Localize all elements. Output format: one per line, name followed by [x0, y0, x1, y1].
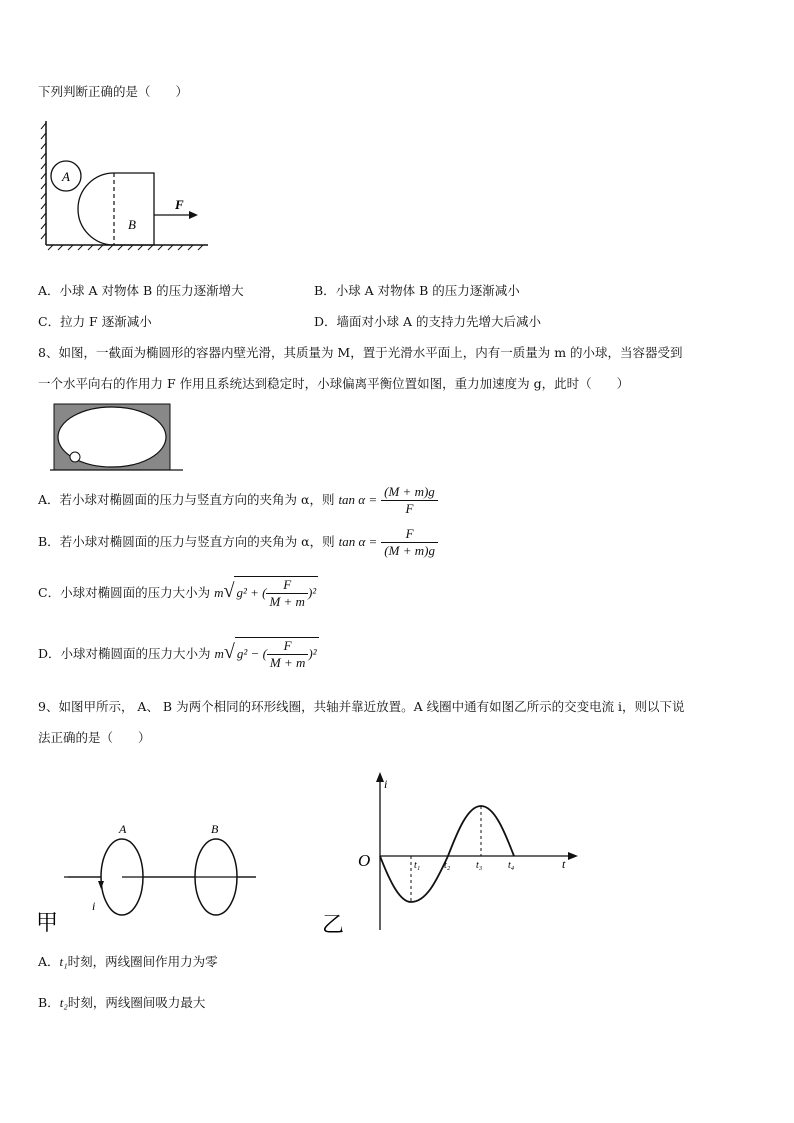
q8-option-d: D．小球对椭圆面的压力大小为 m√ g² − ( $\frac{F}{M + m}$ )² — [38, 638, 317, 670]
q8-option-a: A．若小球对椭圆面的压力与竖直方向的夹角为 α，则 tan α = $\frac{(M + m)g}{F}$ — [38, 484, 438, 517]
x-axis-label: t — [562, 857, 566, 871]
tick-t4: t₄ — [508, 860, 515, 871]
sqrt-sign: √ — [223, 580, 235, 602]
q7-figure — [38, 115, 218, 255]
caption-jia: 甲 — [36, 911, 59, 936]
current-curve — [380, 806, 514, 902]
small-ball — [70, 452, 80, 462]
q8-stem-line1: 8、如图，一截面为椭圆形的容器内壁光滑，其质量为 M，置于光滑水平面上，内有一质量为 m 的小球，当容器受到 — [38, 345, 683, 360]
tick-t1: t₁ — [414, 860, 421, 871]
origin-label: O — [358, 851, 371, 870]
coil-b-label: B — [211, 822, 219, 836]
q9-figure-yi — [318, 770, 588, 940]
tick-t2: t₂ — [444, 860, 451, 871]
q8-b-fraction: $\frac{F}{(M + m)g}$ — [381, 526, 438, 559]
radicand: g² − ( $\frac{F}{M + m}$ )² — [236, 638, 317, 670]
force-arrowhead — [189, 211, 198, 219]
current-label: i — [92, 899, 96, 913]
q9-option-a: A．t₁时刻，两线圈间作用力为零 — [38, 954, 218, 969]
q8-option-b: B．若小球对椭圆面的压力与竖直方向的夹角为 α，则 tan α = $\frac{F}{(M + m)g}$ — [38, 526, 438, 559]
q8-option-c: C．小球对椭圆面的压力大小为 m√ g² + ( $\frac{F}{M + m}$ )² — [38, 577, 317, 609]
coil-a-label: A — [119, 822, 127, 836]
y-axis-label: i — [384, 777, 388, 791]
q9-figure-jia — [34, 815, 274, 940]
q9-option-b: B．t₂时刻，两线圈间吸力最大 — [38, 995, 206, 1010]
block-b — [78, 173, 154, 245]
q7-stem: 下列判断正确的是（ ） — [38, 84, 189, 99]
block-label: B — [128, 217, 136, 232]
q9-stem-line2: 法正确的是（ ） — [38, 730, 151, 745]
q7-option-c: C．拉力 F 逐渐减小 — [38, 314, 152, 329]
q8-figure — [50, 402, 185, 474]
q7-option-a: A．小球 A 对物体 B 的压力逐渐增大 — [38, 283, 244, 298]
q7-option-b: B．小球 A 对物体 B 的压力逐渐减小 — [314, 283, 520, 298]
ball-label: A — [62, 169, 70, 184]
sqrt-sign: √ — [223, 641, 235, 663]
q7-option-d: D．墙面对小球 A 的支持力先增大后减小 — [314, 314, 542, 329]
q8-a-fraction: $\frac{(M + m)g}{F}$ — [381, 484, 438, 517]
force-label: F — [175, 197, 184, 212]
y-arrowhead — [376, 772, 384, 782]
q8-stem-line2: 一个水平向右的作用力 F 作用且系统达到稳定时，小球偏离平衡位置如图，重力加速度为 g，此时（ ） — [38, 376, 630, 391]
tick-t3: t₃ — [476, 860, 483, 871]
x-arrowhead — [568, 852, 578, 860]
q9-stem-line1: 9、如图甲所示， A、 B 为两个相同的环形线圈，共轴并靠近放置。A 线圈中通有如图乙所示的交变电流 i，则以下说 — [38, 699, 685, 714]
caption-yi: 乙 — [322, 913, 345, 938]
radicand: g² + ( $\frac{F}{M + m}$ )² — [236, 577, 317, 609]
